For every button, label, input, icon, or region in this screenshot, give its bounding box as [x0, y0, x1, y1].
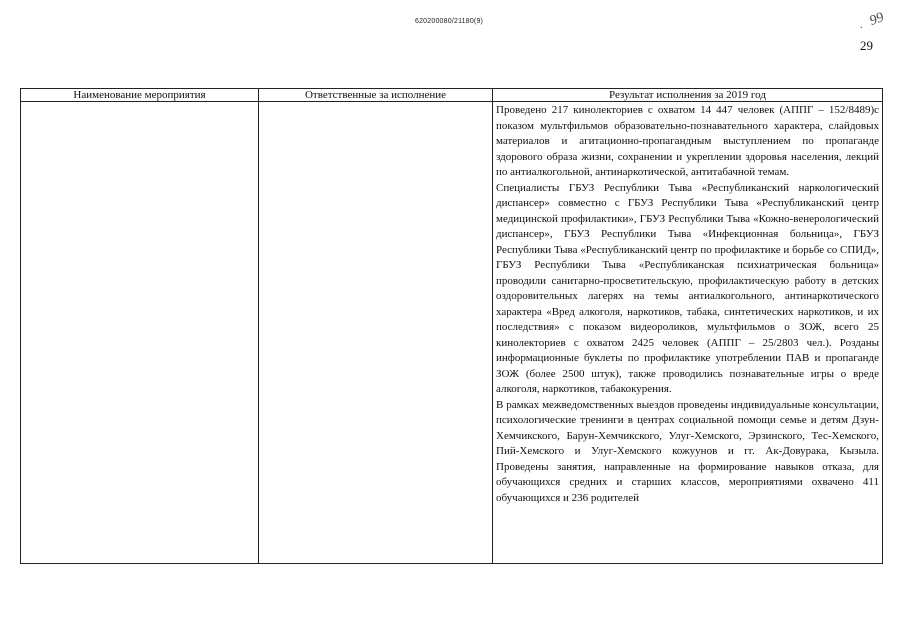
page-number: 29 [860, 38, 873, 53]
result-paragraph: Проведено 217 кинолекториев с охватом 14 447 человек (АППГ – 152/8489)с показом мультфильмов образовательно-познавательного характера, слайдовых материалов и агитационно-пропагандным выступлением по пропаганде здорового образа жизни, сохранении и укреплении здоровья населения, лекций по антиалкогольной, антинаркотической, антитабачной темам. [496, 104, 879, 178]
table-header [21, 89, 883, 102]
dot-mark: . [860, 20, 863, 31]
handwritten-page-mark: 99 [867, 10, 886, 29]
column-header-event: Наименование мероприятия [21, 89, 259, 102]
document-code: 620200080/21180(9) [415, 18, 484, 25]
result-paragraph: Специалисты ГБУЗ Республики Тыва «Республиканский наркологический диспансер» совместно с ГБУЗ Республики Тыва «Республиканский центр медицинской профилактики», ГБУЗ Республики Тыва «Кожно-венерологический диспансер», ГБУЗ Республики Тыва «Инфекционная больница», ГБУЗ Республики Тыва «Республиканский центр по профилактике и борьбе со СПИД», ГБУЗ Республики Тыва «Республиканская психиатрическая больница» проводили санитарно-просветительскую, профилактическую работу в детских оздоровительных лагерях на темы антиалкогольного, антинаркотического характера «Вред алкоголя, наркотиков, табака, синтетических наркотиков, и их последствия» с показом видеороликов, мультфильмов о ЗОЖ, всего 25 кинолекториев с охватом 2425 человек (АППГ – 25/2803 чел.). Розданы информационные буклеты по профилактике употреблении ПАВ и пропаганде ЗОЖ (более 2500 штук), также проводились познавательные игры о вреде алкоголя, наркотиков, табакокурения. [496, 181, 879, 395]
report-table [20, 88, 883, 564]
table-row [21, 102, 883, 564]
result-paragraph: В рамках межведомственных выездов проведены индивидуальные консультации, психологические тренинги в центрах социальной помощи семье и детям Дзун-Хемчикского, Барун-Хемчикского, Улуг-Хемского, Эрзинского, Тес-Хемского, Пий-Хемского и Улуг-Хемского кожуунов и гг. Ак-Довурака, Кызыла. Проведены занятия, направленные на формирование навыков отказа, для обучающихся средних и старших классов, мероприятиями охвачено 411 обучающихся и 236 родителей [496, 398, 879, 504]
event-cell [21, 102, 259, 564]
responsible-cell [259, 102, 493, 564]
column-header-responsible: Ответственные за исполнение [259, 89, 493, 102]
column-header-result: Результат исполнения за 2019 год [493, 89, 883, 102]
result-cell [493, 102, 883, 564]
